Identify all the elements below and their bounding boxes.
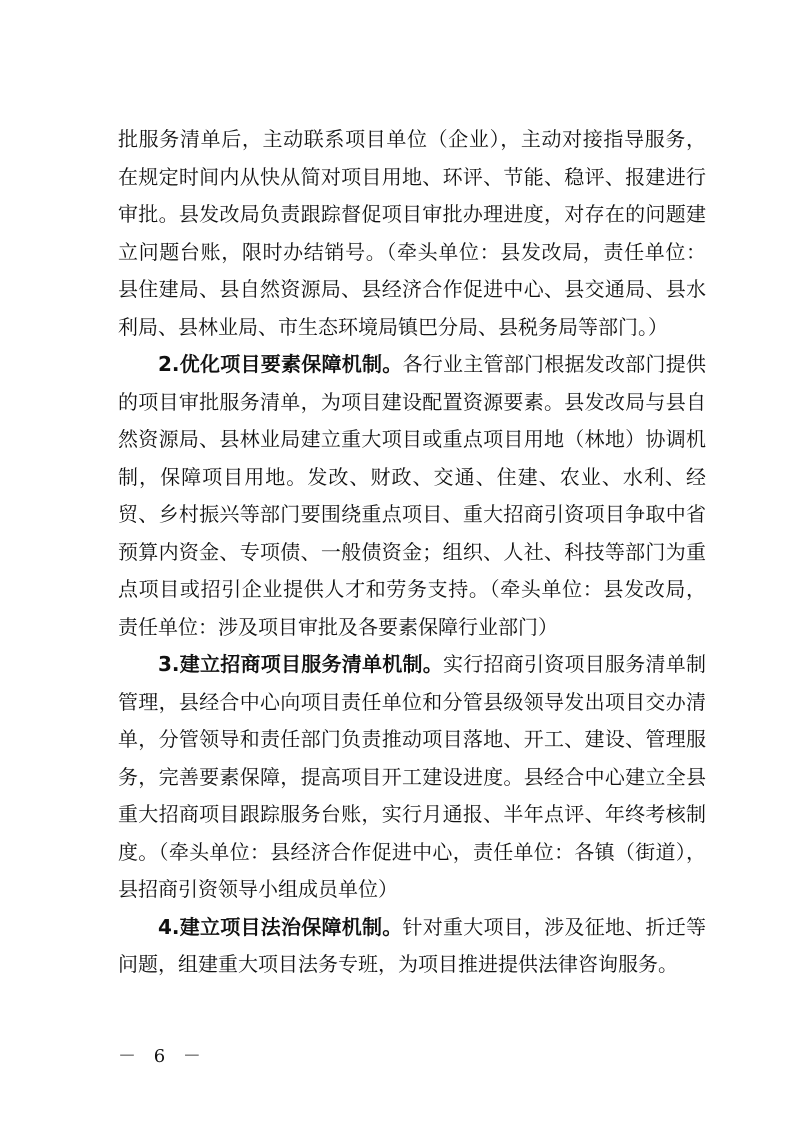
- paragraph-text: 各行业主管部门根据发改部门提供的项目审批服务清单，为项目建设配置资源要素。县发改局与县自然资源局、县林业局建立重大项目或重点项目用地（林地）协调机制，保障项目用地。发改、财政、交通、住建、农业、水利、经贸、乡村振兴等部门要围绕重点项目、重大招商引资项目争取中省预算内资金、专项债、一般债资金；组织、人社、科技等部门为重点项目或招引企业提供人才和劳务支持。（牵头单位：县发改局，责任单位：涉及项目审批及各要素保障行业部门）: [118, 352, 707, 639]
- item-heading: 4.建立项目法治保障机制。: [158, 914, 403, 939]
- paragraph-text: 批服务清单后，主动联系项目单位（企业），主动对接指导服务，在规定时间内从快从简对项目用地、环评、节能、稳评、报建进行审批。县发改局负责跟踪督促项目审批办理进度，对存在的问题建立问题台账，限时办结销号。（牵头单位：县发改局，责任单位：县住建局、县自然资源局、县经济合作促进中心、县交通局、县水利局、县林业局、市生态环境局镇巴分局、县税务局等部门。）: [118, 127, 706, 339]
- body-text: [118, 121, 706, 984]
- item-heading: 2.优化项目要素保障机制。: [158, 352, 403, 376]
- paragraph-text: 针对重大项目，涉及征地、折迁等问题，组建重大项目法务专班，为项目推进提供法律咨询服务。: [118, 914, 707, 976]
- paragraph-text: 实行招商引资项目服务清单制管理，县经合中心向项目责任单位和分管县级领导发出项目交办清单，分管领导和责任部门负责推动项目落地、开工、建设、管理服务，完善要素保障，提高项目开工建设进度。县经合中心建立全县重大招商项目跟踪服务台账，实行月通报、半年点评、年终考核制度。（牵头单位：县经济合作促进中心，责任单位：各镇（街道），县招商引资领导小组成员单位）: [118, 652, 707, 901]
- paragraph-item-4: [118, 909, 706, 984]
- paragraph-item-2: [118, 346, 706, 646]
- item-heading: 3.建立招商项目服务清单机制。: [158, 652, 444, 676]
- page-number: － 6 －: [118, 1046, 207, 1067]
- paragraph-continuation: [118, 121, 706, 346]
- paragraph-item-3: [118, 646, 706, 909]
